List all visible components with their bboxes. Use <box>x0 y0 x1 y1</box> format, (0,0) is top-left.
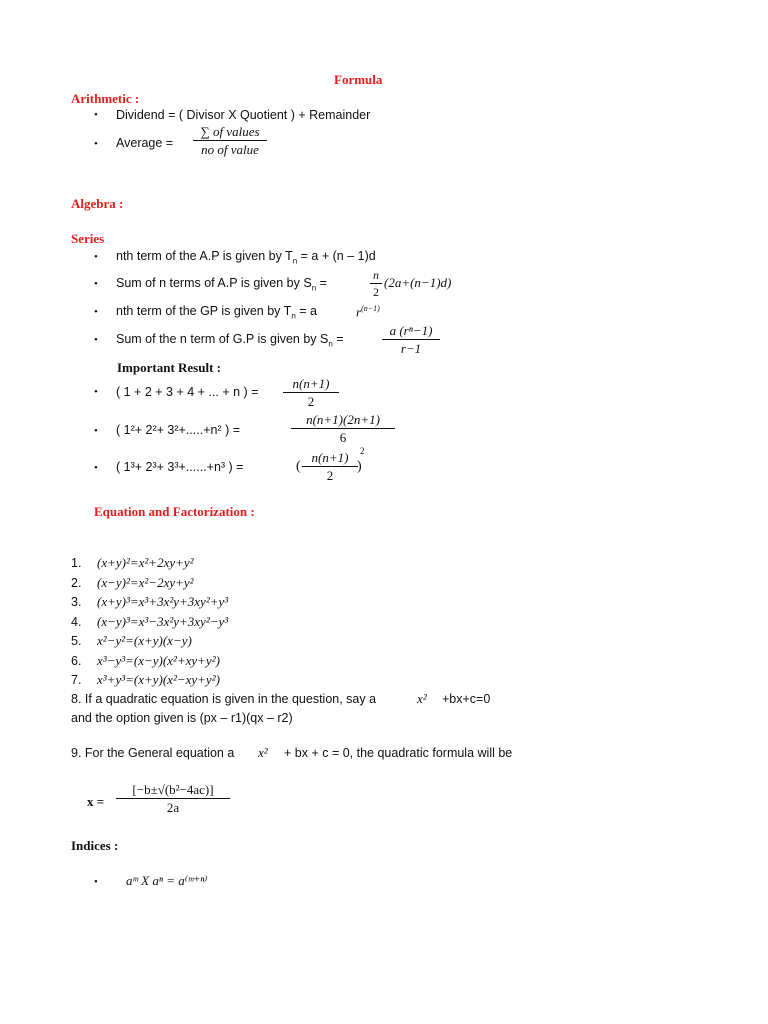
factorization-item-expression: (x+y)³=x³+3x²y+3xy²+y³ <box>97 594 229 609</box>
average-fraction <box>193 125 267 156</box>
factorization-item-number: 3. <box>71 595 82 609</box>
page-title: Formula <box>334 72 383 87</box>
bullet: • <box>94 109 98 121</box>
gp-sum-fraction: a (rⁿ−1) r−1 <box>382 324 440 355</box>
important-heading: Important Result : <box>117 360 221 375</box>
dividend-formula: Dividend = ( Divisor X Quotient ) + Remainder <box>116 108 371 122</box>
arithmetic-heading: Arithmetic : <box>71 91 140 106</box>
indices-formula: aᵐ X aⁿ = a⁽ᵐ⁺ⁿ⁾ <box>126 873 208 888</box>
factorization-item-number: 5. <box>71 634 82 648</box>
ap-sum-label: Sum of n terms of A.P is given by $S_n$ = <box>116 276 327 293</box>
result3-exponent: 2 <box>360 446 365 456</box>
factorization-item-expression: x³+y³=(x+y)(x²−xy+y²) <box>97 672 220 687</box>
item8-text: 8. If a quadratic equation is given in the question, say a <box>71 692 377 706</box>
gp-nth-r: $r^{(n-1)}$ <box>356 304 380 320</box>
item9-x-squared: x² <box>258 745 268 760</box>
factorization-item-expression: x²−y²=(x+y)(x−y) <box>97 633 192 648</box>
item9-text: 9. For the General equation a <box>71 746 235 760</box>
bullet: • <box>94 425 98 437</box>
result2-fraction: n(n+1)(2n+1) 6 <box>291 413 395 444</box>
indices-heading: Indices : <box>71 838 119 853</box>
item8-x-squared: x² <box>417 691 427 706</box>
gp-nth-term: nth term of the GP is given by $T_n = a$ <box>116 304 317 321</box>
result3-close-paren: ) <box>357 459 362 474</box>
average-label: Average = <box>116 136 174 150</box>
factorization-item-number: 4. <box>71 614 82 629</box>
bullet: • <box>94 138 98 150</box>
ap-nth-term: nth term of the A.P is given by $T_n = a + (n - 1)d$ <box>116 249 376 266</box>
factorization-item-expression: x³−y³=(x−y)(x²+xy+y²) <box>97 652 220 668</box>
quad-label: x = <box>87 794 105 809</box>
quadratic-formula: [−b±√(b²−4ac)] 2a <box>116 783 230 814</box>
bullet: • <box>94 876 98 888</box>
factorization-heading: Equation and Factorization : <box>94 504 255 519</box>
bullet: • <box>94 278 98 290</box>
gp-sum-label: Sum of the n term of G.P is given by $S_n$ = <box>116 332 344 349</box>
item8-tail: +bx+c=0 <box>442 692 491 706</box>
bullet: • <box>94 251 98 263</box>
item9-tail: + bx + c = 0, the quadratic formula will be <box>284 746 513 760</box>
item8-line2: and the option given is (px – r1)(qx – r2) <box>71 711 293 725</box>
bullet: • <box>94 462 98 474</box>
result3-open-paren: ( <box>296 459 301 474</box>
average-numerator: ∑ of values <box>200 124 260 139</box>
result1-left: ( 1 + 2 + 3 + 4 + ... + n ) = <box>116 385 259 399</box>
factorization-item-expression: (x−y)²=x²−2xy+y² <box>97 574 194 590</box>
result3-left: ( 1³+ 2³+ 3³+......+n³ ) = <box>116 460 244 474</box>
factorization-item-expression: (x−y)³=x³−3x²y+3xy²−y³ <box>97 613 229 629</box>
factorization-item-number: 7. <box>71 673 82 687</box>
result1-fraction: n(n+1) 2 <box>283 377 339 408</box>
series-heading: Series <box>71 231 105 246</box>
factorization-item-expression: (x+y)²=x²+2xy+y² <box>97 555 194 570</box>
factorization-item-number: 1. <box>71 556 82 570</box>
ap-sum-fraction: n 2 <box>370 269 382 298</box>
algebra-heading: Algebra : <box>71 196 124 211</box>
result3-fraction: n(n+1) 2 <box>302 451 358 482</box>
average-denominator: no of value <box>201 142 259 157</box>
result2-left: ( 1²+ 2²+ 3²+.....+n² ) = <box>116 423 241 437</box>
factorization-item-number: 6. <box>71 653 82 668</box>
ap-sum-tail: (2a+(n−1)d) <box>384 275 452 290</box>
bullet: • <box>94 334 98 346</box>
bullet: • <box>94 306 98 318</box>
factorization-item-number: 2. <box>71 575 82 590</box>
bullet: • <box>94 386 98 398</box>
